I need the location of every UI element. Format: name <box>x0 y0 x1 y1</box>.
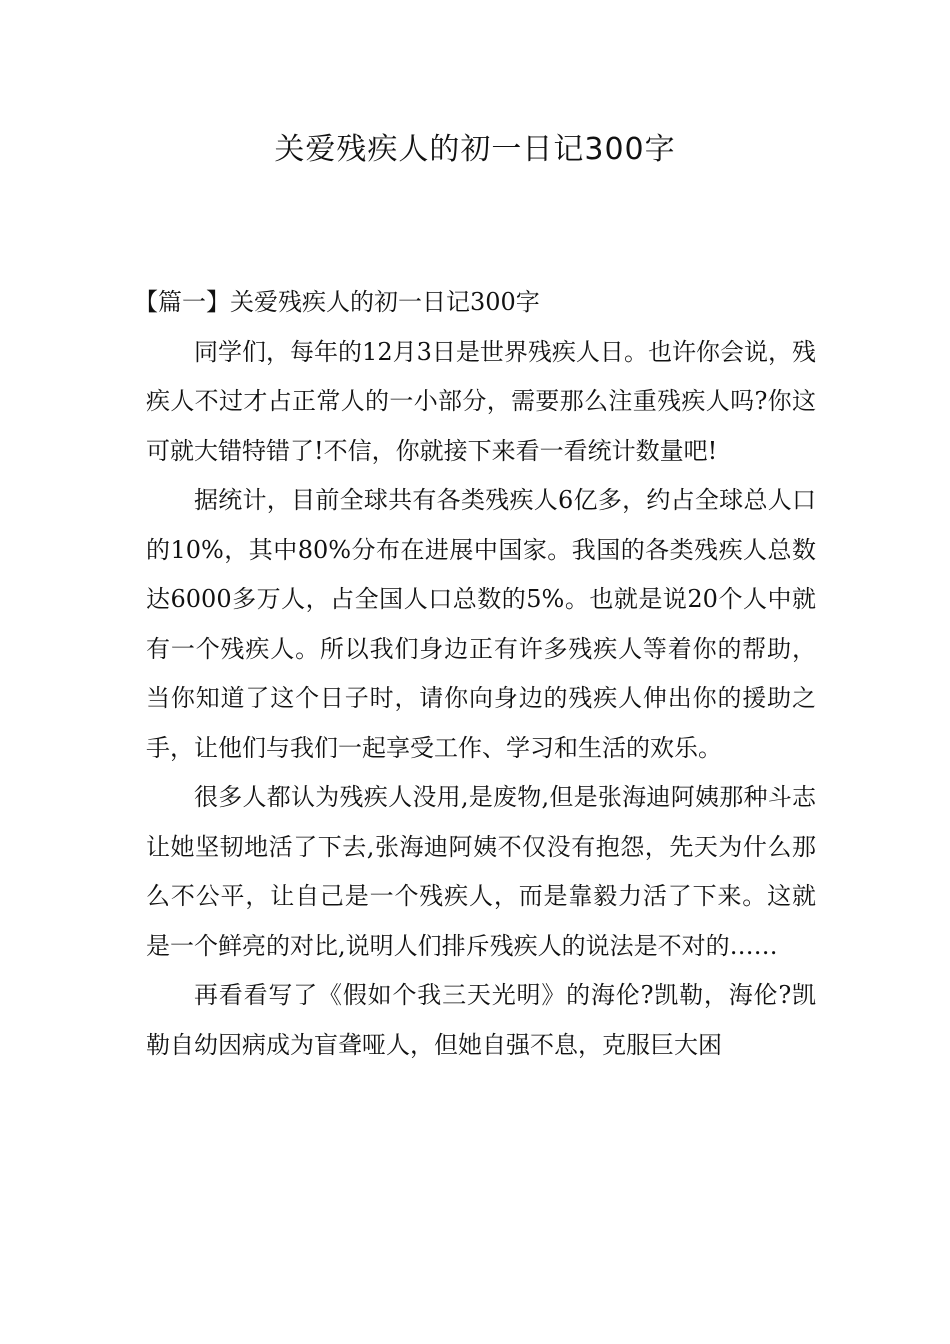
section-heading: 【篇一】关爱残疾人的初一日记300字 <box>134 288 540 316</box>
document-body <box>134 278 816 1070</box>
document-title: 关爱残疾人的初一日记300字 <box>274 132 676 167</box>
paragraph-3: 很多人都认为残疾人没用,是废物,但是张海迪阿姨那种斗志让她坚韧地活了下去,张海迪阿姨不仅没有抱怨，先天为什么那么不公平，让自己是一个残疾人，而是靠毅力活了下来。这就是一个鲜亮的对比,说明人们排斥残疾人的说法是不对的…… <box>146 783 816 960</box>
paragraph-1: 同学们，每年的12月3日是世界残疾人日。也许你会说，残疾人不过才占正常人的一小部分，需要那么注重残疾人吗?你这可就大错特错了!不信，你就接下来看一看统计数量吧! <box>146 337 816 465</box>
paragraph-2: 据统计，目前全球共有各类残疾人6亿多，约占全球总人口的10%，其中80%分布在进展中国家。我国的各类残疾人总数达6000多万人，占全国人口总数的5%。也就是说20个人中就有一个残疾人。所以我们身边正有许多残疾人等着你的帮助，当你知道了这个日子时，请你向身边的残疾人伸出你的援助之手，让他们与我们一起享受工作、学习和生活的欢乐。 <box>146 486 816 762</box>
paragraph-4: 再看看写了《假如个我三天光明》的海伦?凯勒，海伦?凯勒自幼因病成为盲聋哑人，但她自强不息，克服巨大困 <box>146 981 816 1059</box>
